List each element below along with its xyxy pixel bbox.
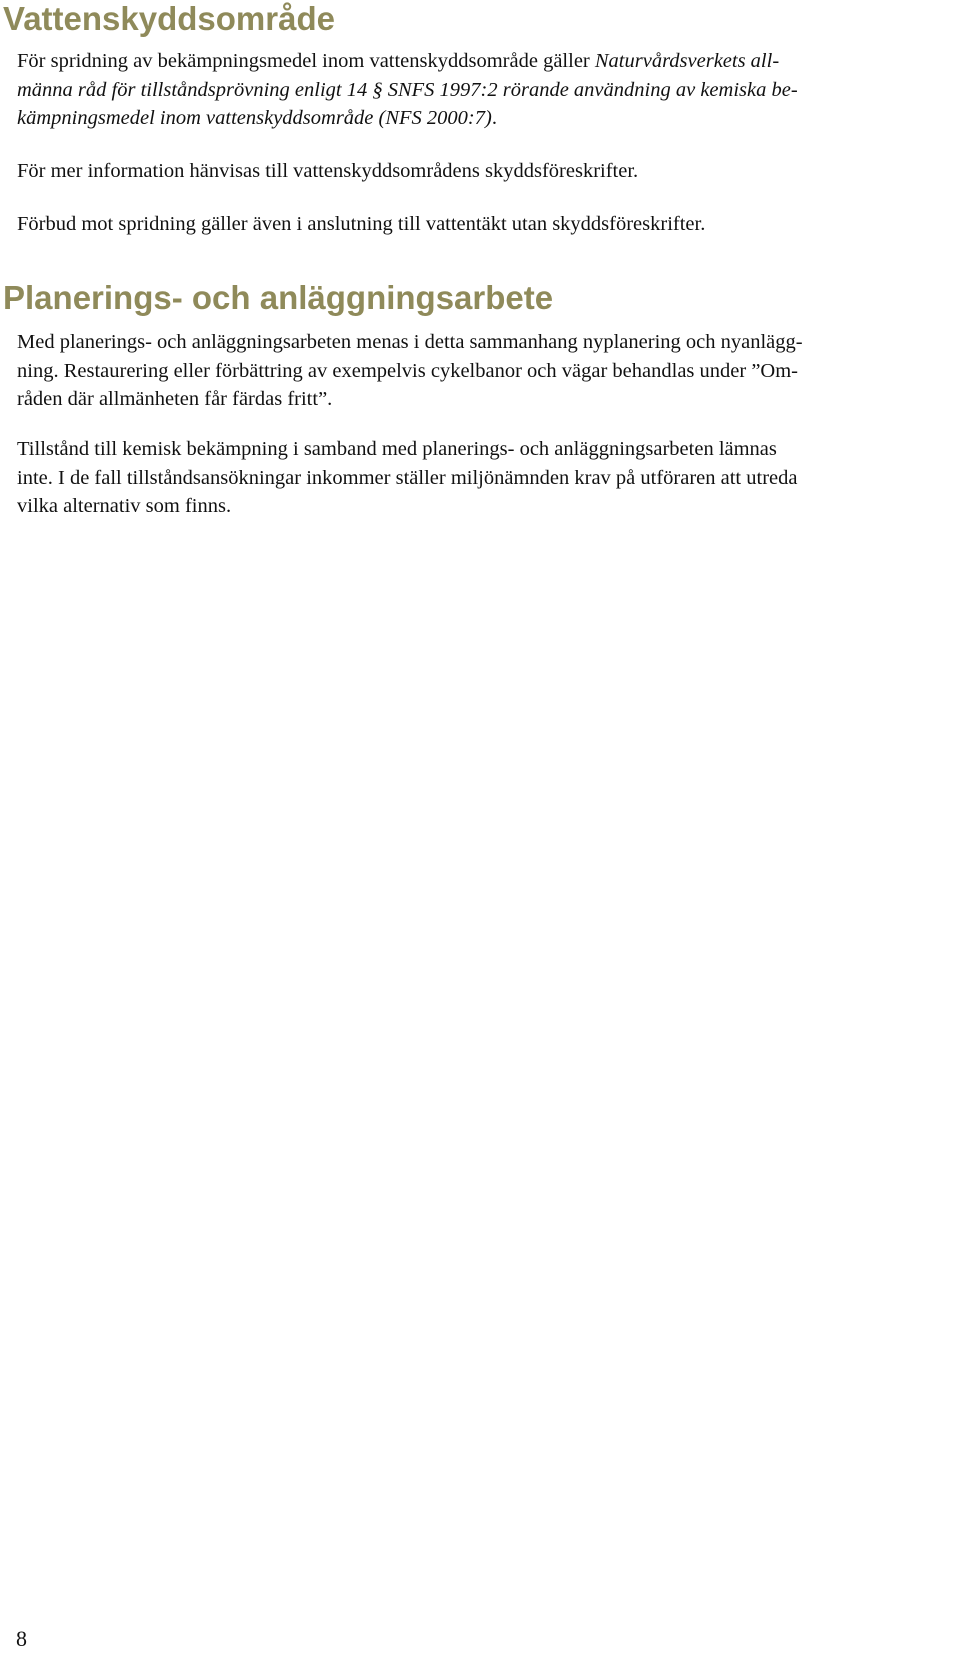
text-line: Med planerings- och anläggningsarbeten menas i detta sammanhang nyplanering och nyanlägg-	[17, 331, 803, 353]
paragraph-mer-information	[17, 157, 957, 186]
paragraph-tillstand-kemisk-bekampning	[17, 435, 957, 521]
text-line: männa råd för tillståndsprövning enligt 14 § SNFS 1997:2 rörande användning av kemiska be-	[17, 78, 798, 101]
text-line: Tillstånd till kemisk bekämpning i samband med planerings- och anläggningsarbeten lämnas	[17, 438, 777, 460]
paragraph-spridning-vattenskydd	[17, 47, 957, 133]
paragraph-forbud-spridning	[17, 210, 957, 239]
section-heading-planerings-anlaggningsarbete: Planerings- och anläggningsarbete	[3, 279, 554, 316]
text-line: vilka alternativ som finns.	[17, 495, 232, 517]
page-number: 8	[16, 1626, 27, 1651]
section-heading-vattenskyddsomrade: Vattenskyddsområde	[3, 0, 335, 37]
text-line: ning. Restaurering eller förbättring av exempelvis cykelbanor och vägar behandlas under ”Om-	[17, 359, 798, 382]
paragraph-planerings-definition	[17, 328, 957, 414]
text-line: För spridning av bekämpningsmedel inom vattenskyddsområde gäller Naturvårdsverkets all-	[17, 50, 780, 72]
text-line: Förbud mot spridning gäller även i anslutning till vattentäkt utan skyddsföreskrifter.	[17, 213, 706, 235]
text-line: För mer information hänvisas till vattenskyddsområdens skyddsföreskrifter.	[17, 160, 639, 182]
text-line: kämpningsmedel inom vattenskyddsområde (NFS 2000:7).	[17, 107, 497, 129]
text-line: råden där allmänheten får färdas fritt”.	[17, 388, 333, 410]
text-line: inte. I de fall tillståndsansökningar inkommer ställer miljönämnden krav på utföraren att utreda	[17, 466, 798, 489]
